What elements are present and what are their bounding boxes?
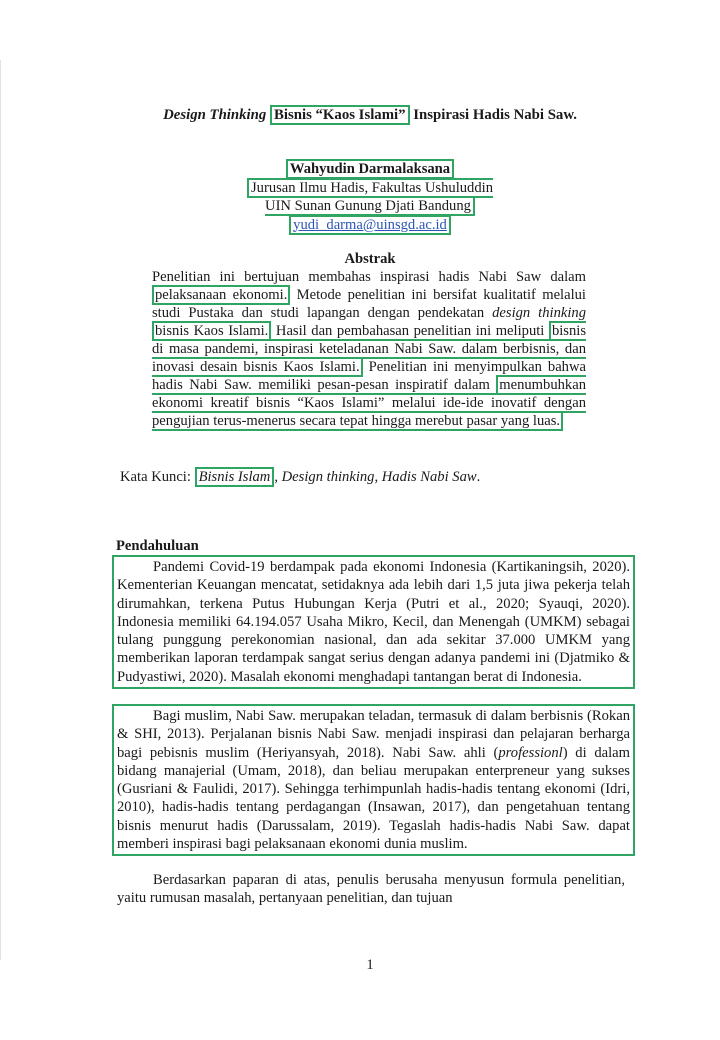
- author-block: [60, 160, 680, 234]
- intro-paragraph-3: Berdasarkan paparan di atas, penulis berusaha menyusun formula penelitian, yaitu rumusan masalah, pertanyaan penelitian, dan tujuan: [117, 872, 625, 907]
- affiliation-dept: Jurusan Ilmu Hadis, Fakultas Ushuluddin: [250, 179, 493, 196]
- title-italic-part: Design Thinking: [163, 107, 267, 123]
- title-highlight-box[interactable]: Bisnis “Kaos Islami”: [270, 105, 410, 125]
- keyword-bisnis-islam[interactable]: Bisnis Islam: [195, 467, 275, 487]
- abstract-highlight-3[interactable]: bisnis di masa pandemi, inspirasi keteladanan Nabi Saw. dalam berbisnis, dan inovasi desain bisnis Kaos Islami.: [152, 323, 586, 375]
- abstract-italic: design thinking: [492, 305, 586, 321]
- keywords-line: Kata Kunci: Bisnis Islam , Design thinking, Hadis Nabi Saw.: [120, 469, 481, 485]
- intro-paragraph-1[interactable]: Pandemi Covid-19 berdampak pada ekonomi Indonesia (Kartikaningsih, 2020). Kementerian Keuangan mencatat, setidaknya ada lebih dari 1,5 juta jiwa pekerja telah dirumahkan, terkena Putus Hubungan Kerja (Putri et al., 2020; Syauqi, 2020). Indonesia memiliki 64.194.057 Usaha Mikro, Kecil, dan Menengah (UMKM) sebagai tulang punggung perekonomian nasional, dan ada sekitar 37.000 UMKM yang memberikan laporan terdampak sangat serius dengan adanya pandemi ini (Djatmiko & Pudyastiwi, 2020). Masalah ekonomi menghadapi tantangan berat di Indonesia.: [112, 555, 635, 689]
- keyword-design-thinking: Design thinking: [281, 469, 375, 485]
- abstract-body: [152, 268, 586, 430]
- p2-text-b: ) di dalam bidang manajerial (Umam, 2018), dan beliau merupakan enterpreneur yang sukses (Gusriani & Faulidi, 2017). Sehingga terhimpunlah hadis-hadis tentang ekonomi (Idri, 2010), hadis-hadis tentang perdagangan (Insawan, 2017), dan pengetahuan tentang bisnis menurut hadis (Darussalam, 2019). Tegaslah hadis-hadis Nabi Saw. dapat memberi inspirasi bagi pelaksanaan ekonomi dunia muslim.: [117, 744, 631, 853]
- page-edge: [0, 60, 1, 960]
- author-email-link[interactable]: yudi_darma@uinsgd.ac.id: [289, 215, 451, 235]
- p2-text-a: Bagi muslim, Nabi Saw. merupakan teladan, termasuk di dalam berbisnis (Rokan & SHI, 2013). Perjalanan bisnis Nabi Saw. menjadi inspirasi dan pelajaran berharga bagi pebisnis muslim (Heriyansyah, 2018). Nabi Saw. ahli (: [117, 708, 630, 761]
- section-heading: Pendahuluan: [116, 538, 199, 554]
- abstract-highlight-2[interactable]: bisnis Kaos Islami.: [152, 321, 271, 341]
- author-affiliation-box[interactable]: [247, 178, 493, 217]
- p2-italic: professionl: [498, 744, 563, 761]
- affiliation-univ: UIN Sunan Gunung Djati Bandung: [265, 198, 471, 214]
- abstract-text-4: Penelitian ini menyimpulkan bahwa hadis Nabi Saw. memiliki pesan-pesan inspiratif dalam: [152, 359, 586, 393]
- abstract-text-2: Metode penelitian ini bersifat kualitatif melalui studi Pustaka dan studi lapangan dengan pendekatan: [152, 287, 586, 321]
- abstract-text-1: Penelitian ini bertujuan membahas inspirasi hadis Nabi Saw dalam: [152, 269, 586, 285]
- paper-title: [60, 105, 680, 125]
- keywords-label: Kata Kunci:: [120, 469, 191, 485]
- abstract-heading: Abstrak: [344, 251, 396, 267]
- page-number: 1: [366, 957, 374, 973]
- abstract-highlight-1[interactable]: pelaksanaan ekonomi.: [152, 285, 290, 305]
- abstract-highlight-4[interactable]: menumbuhkan ekonomi kreatif bisnis “Kaos Islami” melalui ide-ide inovatif dengan pengujian terus-menerus secara tepat hingga merebut pasar yang luas.: [152, 377, 586, 429]
- keyword-hadis: Hadis Nabi Saw: [381, 469, 477, 485]
- abstract-text-3: Hasil dan pembahasan penelitian ini meliputi: [275, 323, 545, 339]
- title-rest: Inspirasi Hadis Nabi Saw.: [413, 107, 577, 123]
- author-name[interactable]: Wahyudin Darmalaksana: [286, 159, 454, 179]
- intro-paragraph-2[interactable]: [112, 704, 635, 856]
